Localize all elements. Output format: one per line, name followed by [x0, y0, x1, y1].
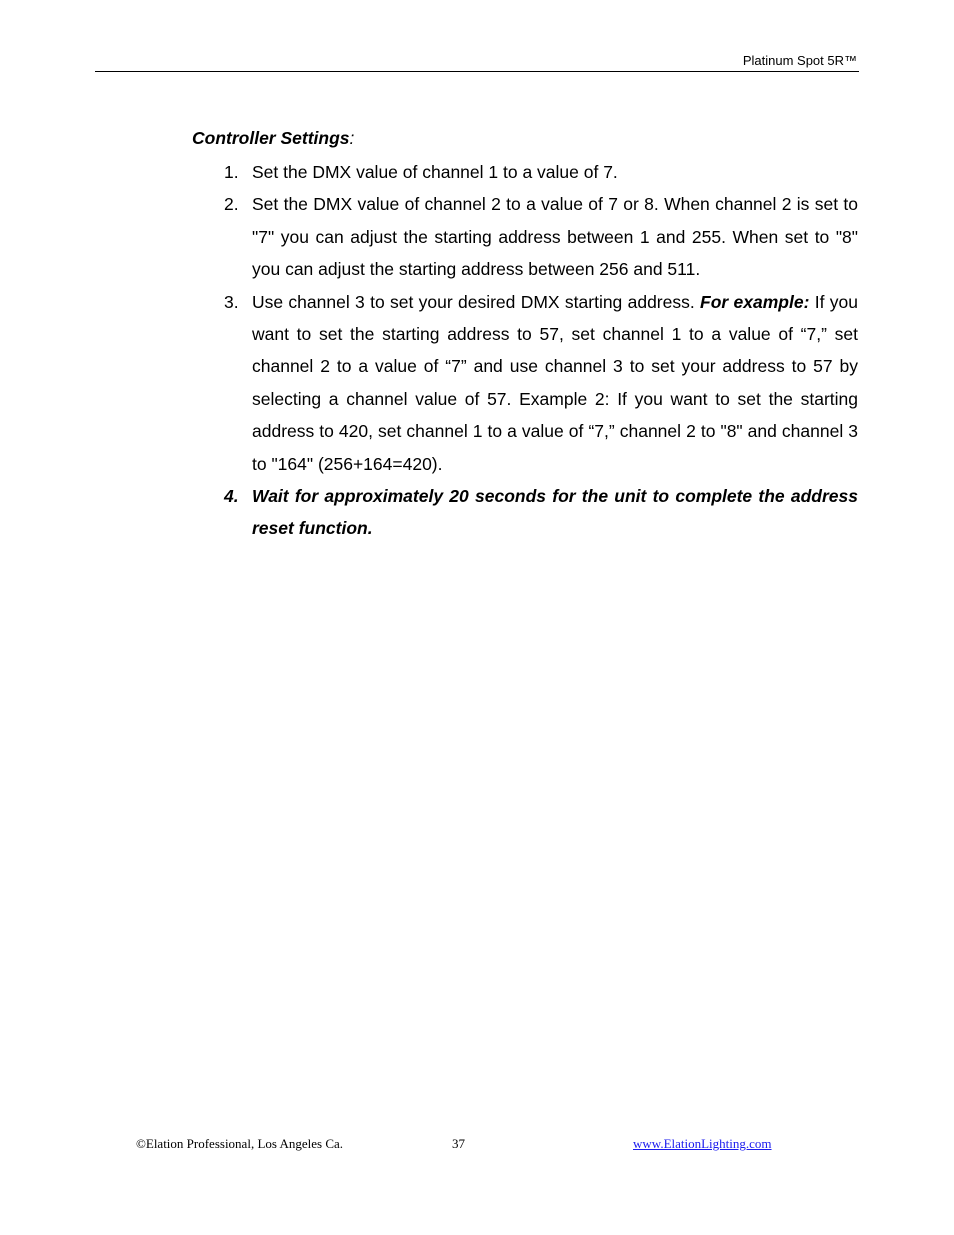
step-text-after: If you want to set the starting address to 57, set channel 1 to a value of “7,” set channel 2 to a value of “7” and use channel 3 to set your address to 57 by selecting a channel value of 57. Example 2: If you want to set the starting address to 420, set channel 1 to a value of “7,” channel 2 to "8" and channel 3 to "164" (256+164=420).	[252, 291, 858, 474]
step-item-1	[224, 156, 858, 188]
footer-website-link[interactable]: www.ElationLighting.com	[633, 1136, 772, 1151]
footer-page-number: 37	[452, 1136, 465, 1151]
step-text: Set the DMX value of channel 1 to a value of 7.	[252, 162, 618, 182]
step-number: 1.	[224, 162, 239, 182]
step-item-2	[224, 188, 858, 285]
step-item-4	[224, 480, 858, 545]
section-heading-colon: :	[349, 128, 355, 148]
step-text: Set the DMX value of channel 2 to a value of 7 or 8. When channel 2 is set to "7" you can adjust the starting address between 1 and 255. When set to "8" you can adjust the starting address between 256 and 511.	[252, 194, 858, 280]
step-number: 2.	[224, 194, 239, 215]
footer-copyright: ©Elation Professional, Los Angeles Ca.	[136, 1136, 344, 1151]
step-number: 3.	[224, 291, 239, 312]
steps-list	[224, 156, 858, 545]
step-text-before: Use channel 3 to set your desired DMX starting address.	[252, 291, 701, 312]
section-heading	[192, 128, 354, 149]
running-header-title: Platinum Spot 5R™	[742, 53, 857, 68]
step-text: Wait for approximately 20 seconds for the unit to complete the address reset function.	[252, 486, 858, 539]
step-number: 4.	[224, 486, 239, 507]
header-divider	[95, 71, 859, 72]
step-item-3	[224, 286, 858, 480]
section-heading-text: Controller Settings	[192, 128, 350, 148]
step-emphasis: For example:	[700, 291, 810, 312]
